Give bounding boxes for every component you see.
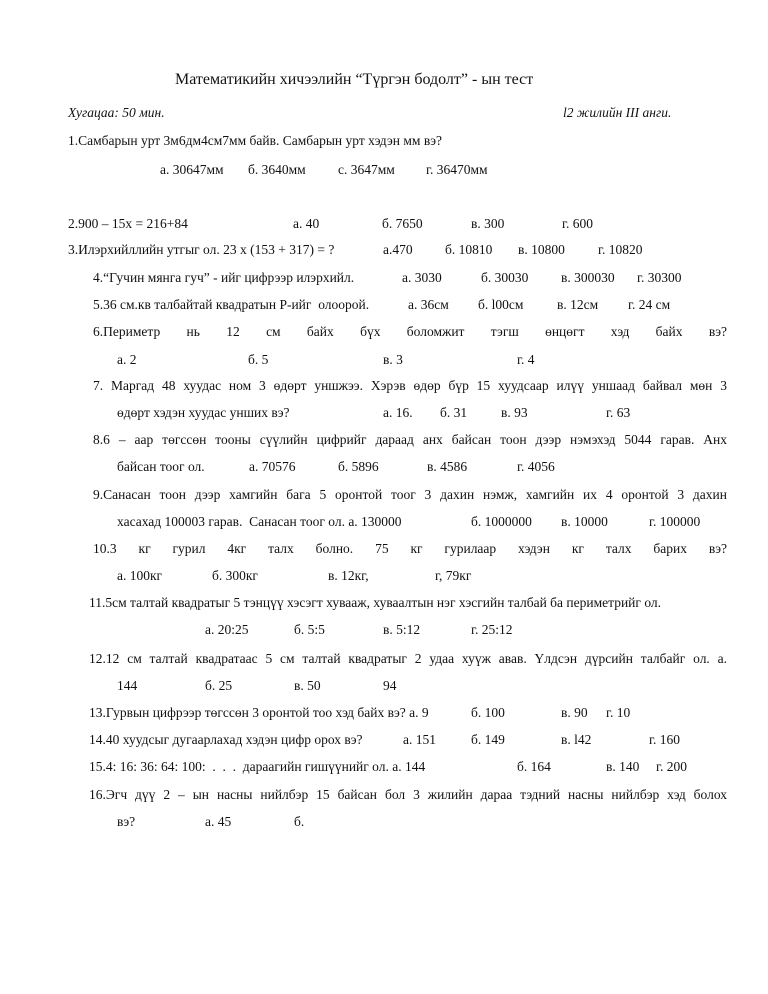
question-9-option-c: в. 10000 <box>561 514 608 529</box>
question-14-text: 14.40 хуудсыг дугаарлахад хэдэн цифр орох вэ? <box>89 732 363 747</box>
question-10-option-c: в. 12кг, <box>328 568 369 583</box>
question-1-option-b: б. 3640мм <box>248 162 306 177</box>
question-12-text: 12.12 см талтай квадратаас 5 см талтай квадратыг 2 удаа хуүж авав. Үлдсэн дүрсийн талбайг ол. а. <box>89 651 727 666</box>
question-11-option-b: б. 5:5 <box>294 622 325 637</box>
question-5-option-c: в. 12см <box>557 297 599 312</box>
question-13-text: 13.Гурвын цифрээр төгссөн 3 оронтой тоо хэд байх вэ? а. 9 <box>89 705 429 720</box>
question-9-option-b: б. 1000000 <box>471 514 532 529</box>
question-7-line-2: өдөрт хэдэн хуудас унших вэ? <box>117 405 290 420</box>
question-15-option-d: г. 200 <box>656 759 688 774</box>
question-8-option-d: г. 4056 <box>517 459 555 474</box>
question-14-option-b: б. 149 <box>471 732 505 747</box>
question-4-text: 4.“Гучин мянга гуч” - ийг цифрээр илэрхийл. <box>93 270 355 285</box>
question-4-option-c: в. 300030 <box>561 270 615 285</box>
question-7-line-1: 7. Маргад 48 хуудас ном 3 өдөрт уншжээ. Хэрэв өдөр бүр 15 хуудсаар илүү уншаад байвал мөн 3 <box>93 378 727 393</box>
grade-label: l2 жилийн III анги. <box>563 105 672 120</box>
question-8-line-2: байсан тоог ол. <box>117 459 205 474</box>
question-6-option-a: а. 2 <box>117 352 137 367</box>
question-1-option-a: а. 30647мм <box>160 162 224 177</box>
question-12-option-d: 94 <box>383 678 397 693</box>
question-11-option-c: в. 5:12 <box>383 622 421 637</box>
question-8-option-b: б. 5896 <box>338 459 379 474</box>
question-12-option-b: б. 25 <box>205 678 233 693</box>
question-15-option-c: в. 140 <box>606 759 640 774</box>
time-label: Хугацаа: 50 мин. <box>68 105 165 120</box>
question-11-option-a: а. 20:25 <box>205 622 249 637</box>
question-5-text: 5.36 см.кв талбайтай квадратын Р-ийг олоорой. <box>93 297 370 312</box>
question-7-option-b: б. 31 <box>440 405 468 420</box>
question-14-option-a: а. 151 <box>403 732 436 747</box>
question-10-option-d: г, 79кг <box>435 568 472 583</box>
question-3-text: 3.Илэрхийллийн утгыг ол. 23 х (153 + 317) = ? <box>68 242 335 257</box>
question-2-option-b: б. 7650 <box>382 216 423 231</box>
question-15-option-b: б. 164 <box>517 759 551 774</box>
question-3-option-d: г. 10820 <box>598 242 643 257</box>
question-7-option-d: г. 63 <box>606 405 631 420</box>
question-6-option-c: в. 3 <box>383 352 403 367</box>
page-title: Математикийн хичээлийн “Түргэн бодолт” - ын тест <box>175 71 534 88</box>
question-3-option-a: а.470 <box>383 242 413 257</box>
question-5-option-a: а. 36см <box>408 297 449 312</box>
question-4-option-a: а. 3030 <box>402 270 442 285</box>
question-1-option-c: с. 3647мм <box>338 162 395 177</box>
question-1-text: 1.Самбарын урт 3м6дм4см7мм байв. Самбарын урт хэдэн мм вэ? <box>68 133 443 148</box>
question-5-option-d: г. 24 см <box>628 297 671 312</box>
question-14-option-d: г. 160 <box>649 732 681 747</box>
question-2-option-d: г. 600 <box>562 216 594 231</box>
question-6-text: 6.Периметр нь 12 см байх бүх боломжит тэгш өнцөгт хэд байх вэ? <box>93 324 727 339</box>
question-14-option-c: в. l42 <box>561 732 592 747</box>
question-10-option-a: а. 100кг <box>117 568 163 583</box>
question-13-option-b: б. 100 <box>471 705 505 720</box>
question-3-option-c: в. 10800 <box>518 242 565 257</box>
question-11-text: 11.5см талтай квадратыг 5 тэнцүү хэсэгт хувааж, хуваалтын нэг хэсгийн талбай ба периметрийг ол. <box>89 595 662 610</box>
question-10-option-b: б. 300кг <box>212 568 258 583</box>
question-13-option-c: в. 90 <box>561 705 588 720</box>
question-7-option-a: а. 16. <box>383 405 413 420</box>
question-16-option-b: б. <box>294 814 305 829</box>
question-4-option-b: б. 30030 <box>481 270 529 285</box>
question-16-line-1: 16.Эгч дүү 2 – ын насны нийлбэр 15 байсан бол 3 жилийн дараа тэдний насны нийлбэр хэд болох <box>89 787 727 802</box>
question-11-option-d: г. 25:12 <box>471 622 513 637</box>
question-5-option-b: б. l00см <box>478 297 524 312</box>
question-9-line-1: 9.Санасан тоон дээр хамгийн бага 5 оронтой тоог 3 дахин нэмж, хамгийн их 4 оронтой 3 дахин <box>93 487 727 502</box>
question-8-option-a: а. 70576 <box>249 459 296 474</box>
question-9-line-2: хасахад 100003 гарав. Санасан тоог ол. а. 130000 <box>117 514 402 529</box>
question-10-text: 10.3 кг гурил 4кг талх болно. 75 кг гурилаар хэдэн кг талх барих вэ? <box>93 541 727 556</box>
question-8-option-c: в. 4586 <box>427 459 468 474</box>
question-4-option-d: г. 30300 <box>637 270 682 285</box>
question-16-option-a: а. 45 <box>205 814 232 829</box>
question-13-option-d: г. 10 <box>606 705 631 720</box>
question-6-option-b: б. 5 <box>248 352 269 367</box>
question-15-text: 15.4: 16: 36: 64: 100: . . . дараагийн гишүүнийг ол. а. 144 <box>89 759 426 774</box>
question-3-option-b: б. 10810 <box>445 242 493 257</box>
question-2-option-c: в. 300 <box>471 216 505 231</box>
question-1-option-d: г. 36470мм <box>426 162 488 177</box>
question-12-option-a: 144 <box>117 678 138 693</box>
question-9-option-d: г. 100000 <box>649 514 701 529</box>
question-8-line-1: 8.6 – аар төгссөн тооны сүүлийн цифрийг дараад анх байсан тоон дээр нэмэхэд 5044 гарав. Анх <box>93 432 727 447</box>
question-6-option-d: г. 4 <box>517 352 535 367</box>
question-7-option-c: в. 93 <box>501 405 528 420</box>
question-2-option-a: а. 40 <box>293 216 320 231</box>
question-16-line-2: вэ? <box>117 814 136 829</box>
question-2-text: 2.900 – 15х = 216+84 <box>68 216 188 231</box>
question-12-option-c: в. 50 <box>294 678 321 693</box>
